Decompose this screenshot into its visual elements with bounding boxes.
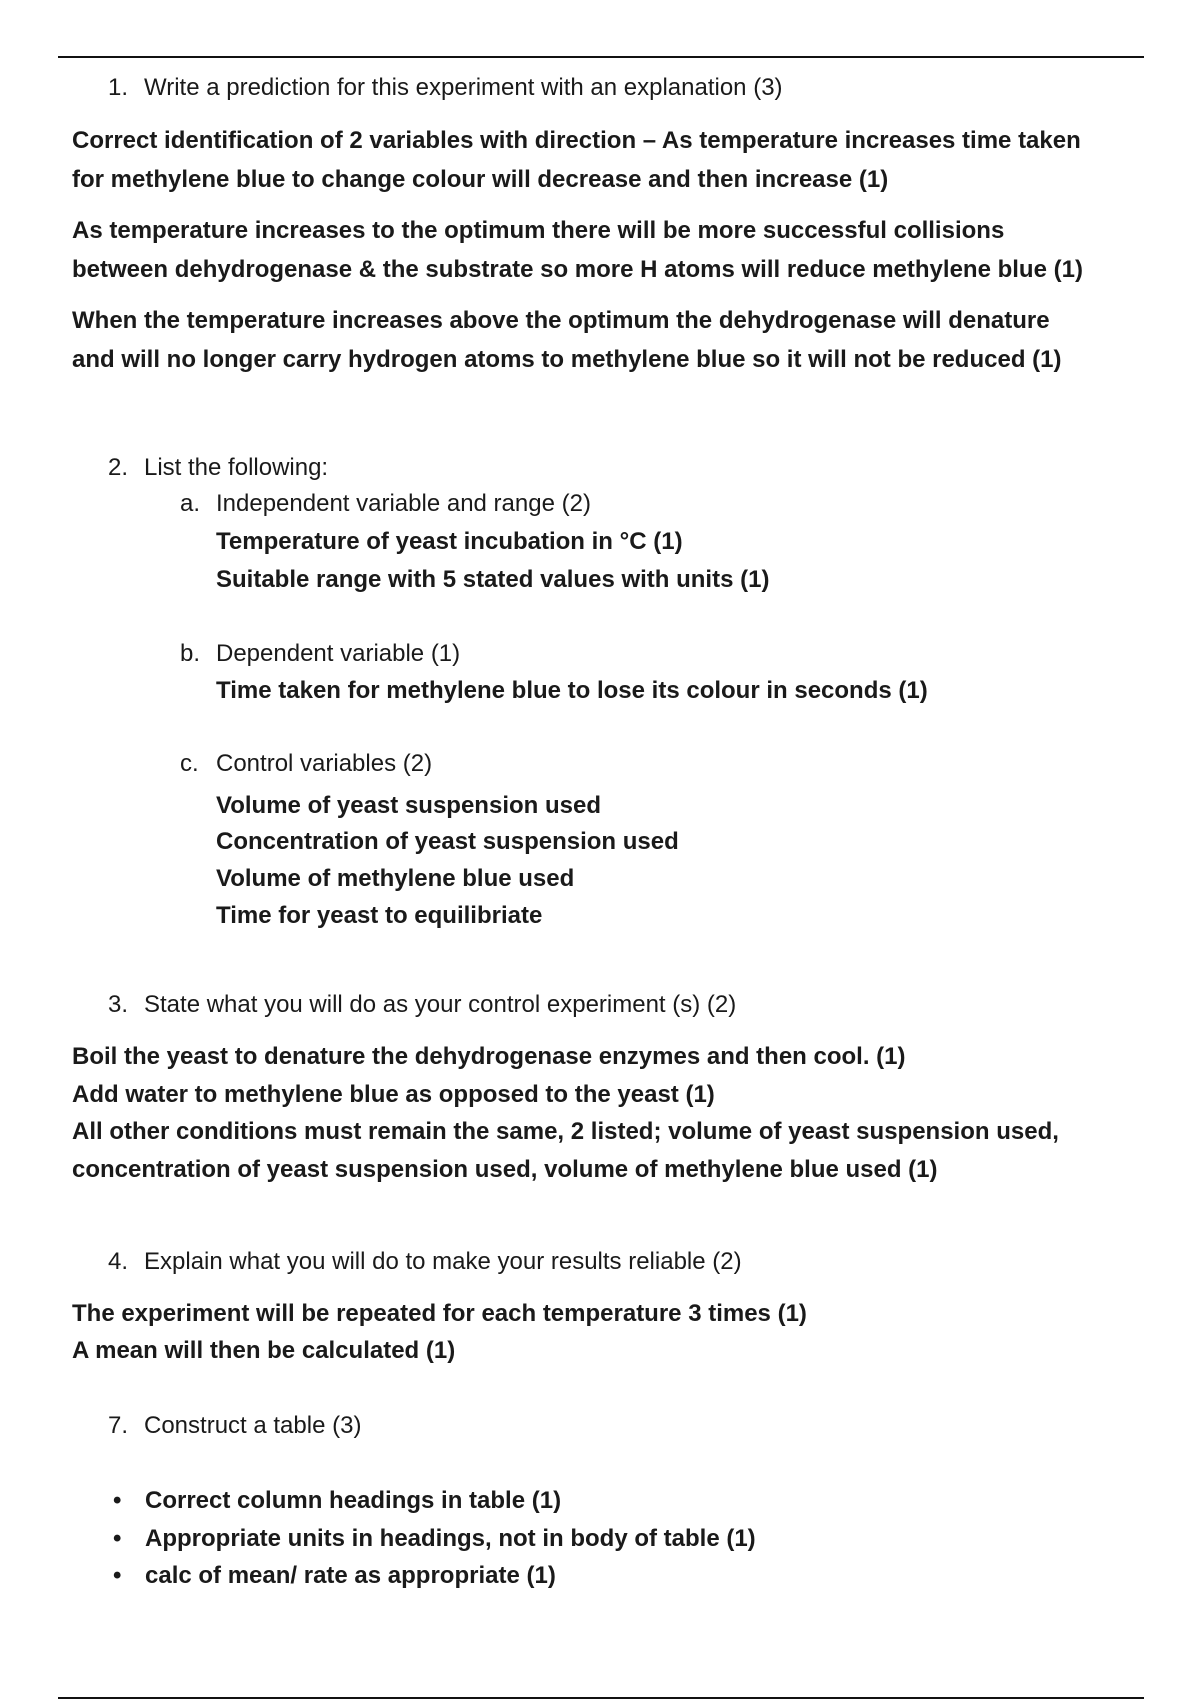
sub-question-text: Independent variable and range (2) [216, 490, 591, 517]
answer-line: All other conditions must remain the same, 2 listed; volume of yeast suspension used, [72, 1118, 1059, 1145]
answer-line: Concentration of yeast suspension used [216, 828, 679, 855]
sub-question-letter: a. [180, 490, 201, 517]
question-number: 4. [108, 1248, 129, 1275]
answer-line: Suitable range with 5 stated values with units (1) [216, 566, 770, 593]
question-number: 1. [108, 74, 129, 101]
question-3 [108, 991, 736, 1019]
bullet-icon: • [113, 1562, 122, 1589]
question-number: 2. [108, 454, 129, 481]
answer-line: A mean will then be calculated (1) [72, 1337, 456, 1364]
question-number: 3. [108, 991, 129, 1018]
sub-question-letter: b. [180, 640, 201, 667]
question-text: Explain what you will do to make your results reliable (2) [144, 1248, 742, 1275]
answer-line: Time taken for methylene blue to lose its colour in seconds (1) [216, 677, 928, 704]
bullet-text: Appropriate units in headings, not in body of table (1) [145, 1525, 756, 1552]
answer-line: between dehydrogenase & the substrate so more H atoms will reduce methylene blue (1) [72, 256, 1083, 283]
question-4 [108, 1248, 742, 1276]
question-text: List the following: [144, 454, 329, 481]
answer-line: The experiment will be repeated for each temperature 3 times (1) [72, 1300, 807, 1327]
sub-question-b [180, 640, 460, 668]
question-2 [108, 454, 328, 482]
answer-line: Time for yeast to equilibriate [216, 902, 543, 929]
question-7 [108, 1412, 361, 1440]
answer-line: As temperature increases to the optimum there will be more successful collisions [72, 217, 1005, 244]
answer-line: Temperature of yeast incubation in °C (1) [216, 528, 683, 555]
sub-question-c [180, 750, 432, 778]
bullet-icon: • [113, 1525, 122, 1552]
bullet-item [113, 1562, 556, 1590]
bottom-divider [58, 1697, 1144, 1699]
bullet-item [113, 1487, 562, 1515]
question-1 [108, 74, 783, 102]
question-text: Construct a table (3) [144, 1412, 362, 1439]
sub-question-text: Dependent variable (1) [216, 640, 461, 667]
question-text: Write a prediction for this experiment with an explanation (3) [144, 74, 783, 101]
answer-line: Volume of methylene blue used [216, 865, 575, 892]
sub-question-letter: c. [180, 750, 199, 777]
answer-line: Boil the yeast to denature the dehydrogenase enzymes and then cool. (1) [72, 1043, 906, 1070]
answer-line: Volume of yeast suspension used [216, 792, 601, 819]
bullet-text: Correct column headings in table (1) [145, 1487, 562, 1514]
answer-line: concentration of yeast suspension used, volume of methylene blue used (1) [72, 1156, 938, 1183]
sub-question-a [180, 490, 591, 518]
answer-line: Correct identification of 2 variables with direction – As temperature increases time taken [72, 127, 1081, 154]
sub-question-text: Control variables (2) [216, 750, 433, 777]
answer-line: Add water to methylene blue as opposed to the yeast (1) [72, 1081, 715, 1108]
question-text: State what you will do as your control experiment (s) (2) [144, 991, 737, 1018]
answer-line: for methylene blue to change colour will decrease and then increase (1) [72, 166, 889, 193]
bullet-text: calc of mean/ rate as appropriate (1) [145, 1562, 556, 1589]
answer-line: When the temperature increases above the optimum the dehydrogenase will denature [72, 307, 1050, 334]
bullet-icon: • [113, 1487, 122, 1514]
top-divider [58, 56, 1144, 58]
bullet-item [113, 1525, 756, 1553]
answer-line: and will no longer carry hydrogen atoms to methylene blue so it will not be reduced (1) [72, 346, 1062, 373]
question-number: 7. [108, 1412, 129, 1439]
